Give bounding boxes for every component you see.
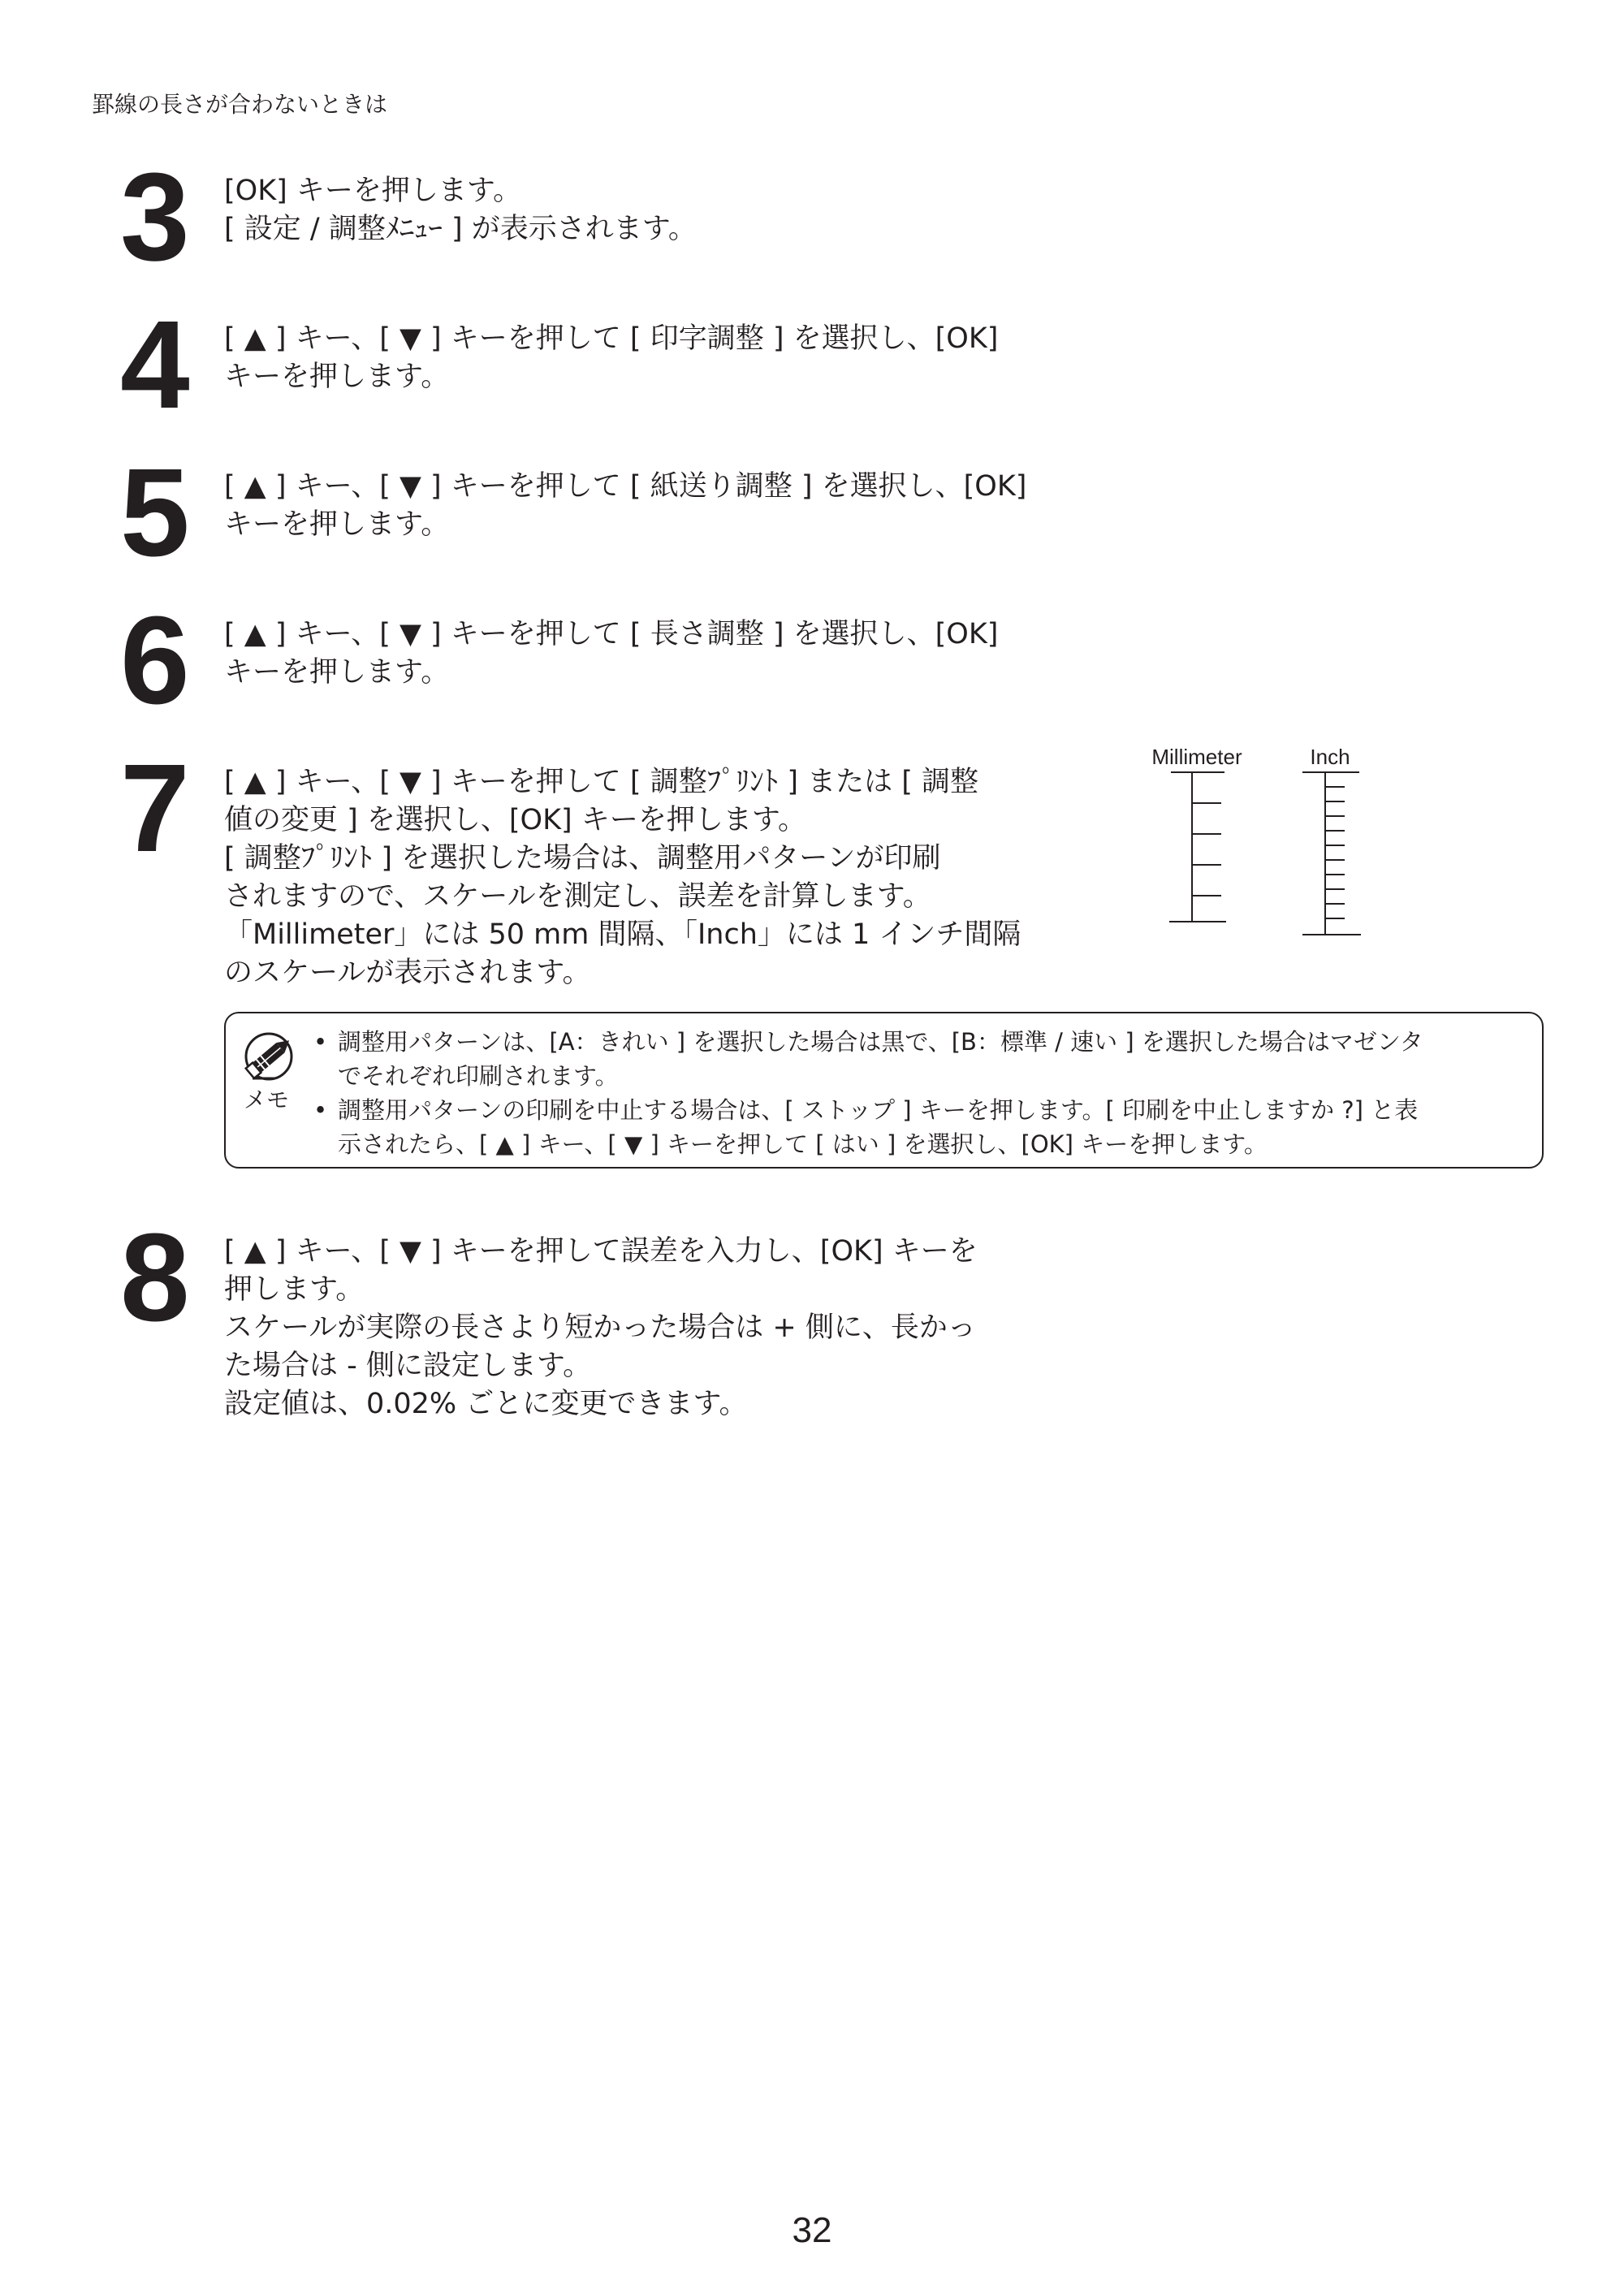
step-line: [ ▲ ] キー、[ ▼ ] キーを押して誤差を入力し、[OK] キーを bbox=[224, 1235, 978, 1268]
memo-list bbox=[313, 1025, 1531, 1161]
step-line: スケールが実際の長さより短かった場合は + 側に、長かっ bbox=[224, 1311, 976, 1344]
pencil-memo-icon bbox=[242, 1028, 299, 1085]
step-text bbox=[224, 320, 999, 396]
step-line: キーを押します。 bbox=[224, 508, 450, 541]
step-line: [OK] キーを押します。 bbox=[224, 175, 522, 207]
millimeter-label: Millimeter bbox=[1151, 745, 1242, 769]
step-text bbox=[224, 616, 999, 692]
step-line: 設定値は、0.02% ごとに変更できます。 bbox=[224, 1388, 748, 1420]
millimeter-scale bbox=[1169, 772, 1226, 922]
scale-pattern-figure bbox=[1137, 741, 1380, 944]
memo-line: 調整用パターンは、[A：きれい ] を選択した場合は黒で、[B：標準 / 速い ] を選択した場合はマゼンタ bbox=[338, 1028, 1423, 1056]
step-line: [ ▲ ] キー、[ ▼ ] キーを押して [ 調整ﾌﾟﾘﾝﾄ ] または [ 調整 bbox=[224, 766, 979, 798]
memo-label: メモ bbox=[244, 1087, 290, 1113]
memo-item bbox=[313, 1025, 1531, 1093]
step-line: のスケールが表示されます。 bbox=[224, 957, 591, 989]
step-text bbox=[224, 763, 1021, 992]
step-number: 4 bbox=[120, 295, 190, 434]
bullet-icon: • bbox=[313, 1028, 328, 1056]
step-line: [ 調整ﾌﾟﾘﾝﾄ ] を選択した場合は、調整用パターンが印刷 bbox=[224, 842, 941, 875]
memo-line: 示されたら、[ ▲ ] キー、[ ▼ ] キーを押して [ はい ] を選択し、[OK] キーを押します。 bbox=[338, 1130, 1268, 1158]
step-text bbox=[224, 468, 1027, 544]
step-number: 7 bbox=[120, 738, 190, 878]
step-line: [ 設定 / 調整ﾒﾆｭｰ ] が表示されます。 bbox=[224, 213, 697, 245]
step-line: されますので、スケールを測定し、誤差を計算します。 bbox=[224, 880, 931, 913]
page-number: 32 bbox=[792, 2210, 832, 2250]
inch-scale bbox=[1302, 772, 1361, 935]
scale-pattern-svg bbox=[1137, 741, 1380, 944]
step-number: 5 bbox=[120, 443, 190, 582]
step-line: 値の変更 ] を選択し、[OK] キーを押します。 bbox=[224, 804, 807, 836]
step-line: キーを押します。 bbox=[224, 361, 450, 393]
step-line: た場合は - 側に設定します。 bbox=[224, 1350, 592, 1382]
step-line: 「Millimeter」には 50 mm 間隔、「Inch」には 1 インチ間隔 bbox=[224, 918, 1021, 951]
inch-label: Inch bbox=[1310, 745, 1350, 769]
memo-box bbox=[224, 1012, 1544, 1169]
memo-line: でそれぞれ印刷されます。 bbox=[338, 1062, 619, 1090]
bullet-icon: • bbox=[313, 1096, 328, 1124]
step-number: 6 bbox=[120, 590, 190, 730]
step-line: キーを押します。 bbox=[224, 656, 450, 689]
step-number: 3 bbox=[120, 147, 190, 287]
step-line: [ ▲ ] キー、[ ▼ ] キーを押して [ 紙送り調整 ] を選択し、[OK] bbox=[224, 470, 1027, 503]
step-number: 8 bbox=[120, 1207, 190, 1347]
step-line: [ ▲ ] キー、[ ▼ ] キーを押して [ 長さ調整 ] を選択し、[OK] bbox=[224, 618, 999, 650]
step-line: [ ▲ ] キー、[ ▼ ] キーを押して [ 印字調整 ] を選択し、[OK] bbox=[224, 322, 999, 355]
memo-item bbox=[313, 1093, 1531, 1161]
step-line: 押します。 bbox=[224, 1273, 365, 1306]
running-head: 罫線の長さが合わないときは bbox=[92, 91, 388, 118]
step-text bbox=[224, 1233, 979, 1423]
step-text bbox=[224, 172, 979, 248]
memo-line: 調整用パターンの印刷を中止する場合は、[ ストップ ] キーを押します。[ 印刷を中止しますか ?] と表 bbox=[338, 1096, 1419, 1124]
